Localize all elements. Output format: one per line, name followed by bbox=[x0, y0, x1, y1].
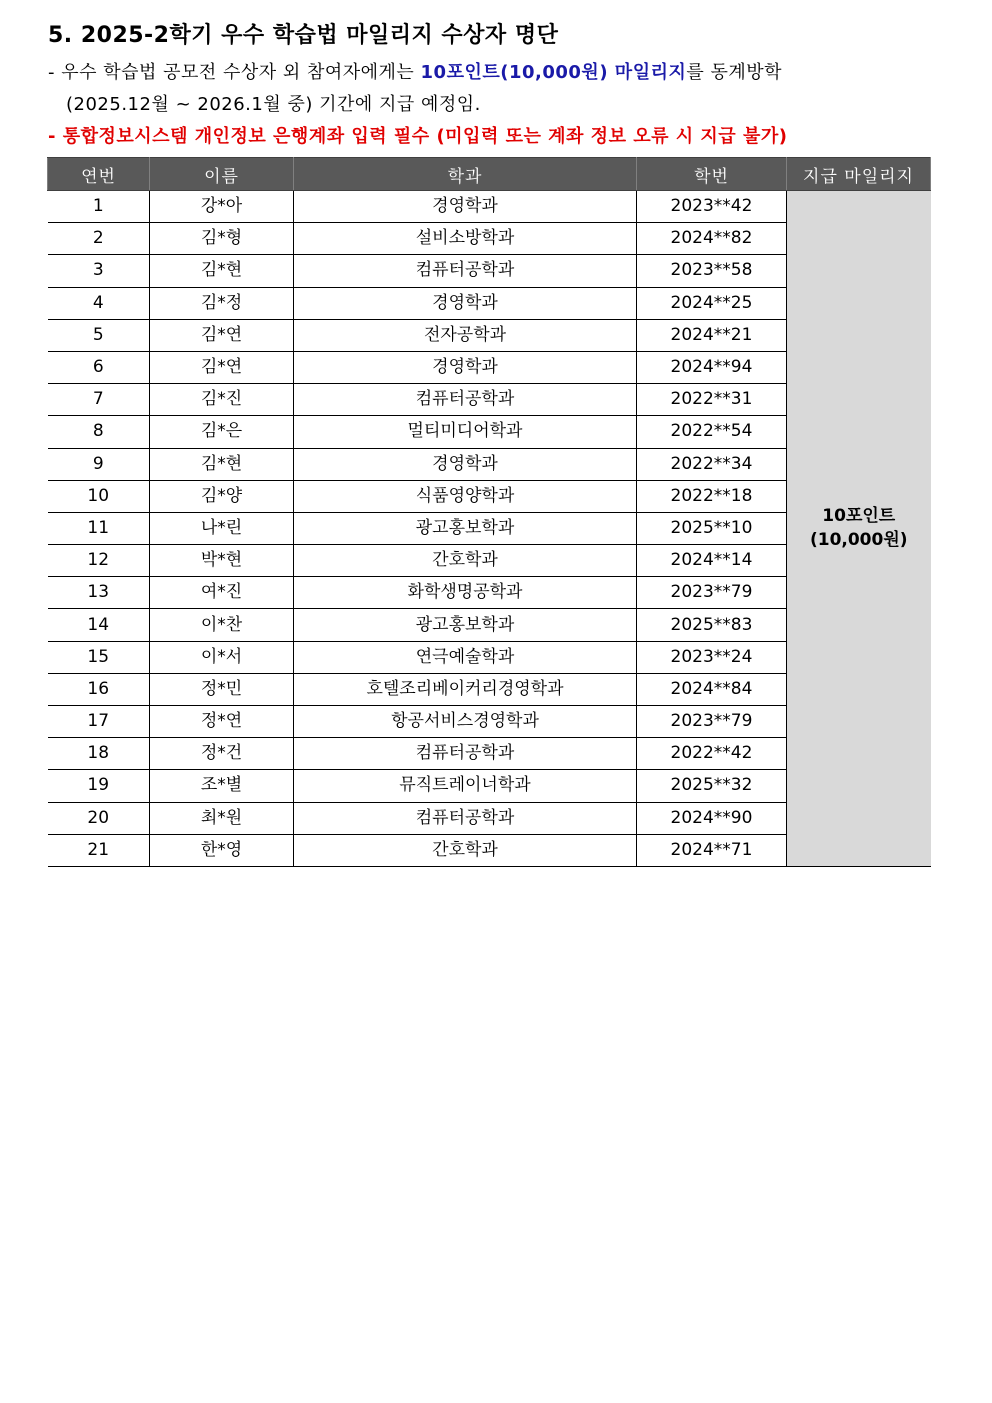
row-department: 간호학과 bbox=[294, 834, 637, 866]
row-index: 20 bbox=[48, 802, 150, 834]
row-index: 5 bbox=[48, 319, 150, 351]
header-mileage: 지급 마일리지 bbox=[787, 158, 931, 191]
row-index: 19 bbox=[48, 770, 150, 802]
row-department: 간호학과 bbox=[294, 545, 637, 577]
row-name: 김*진 bbox=[150, 384, 294, 416]
row-index: 15 bbox=[48, 641, 150, 673]
row-student-id: 2022**31 bbox=[637, 384, 787, 416]
row-department: 연극예술학과 bbox=[294, 641, 637, 673]
row-name: 이*서 bbox=[150, 641, 294, 673]
row-student-id: 2024**14 bbox=[637, 545, 787, 577]
table-body bbox=[48, 191, 931, 867]
row-department: 컴퓨터공학과 bbox=[294, 738, 637, 770]
row-name: 강*아 bbox=[150, 191, 294, 223]
row-name: 이*찬 bbox=[150, 609, 294, 641]
row-index: 14 bbox=[48, 609, 150, 641]
row-index: 3 bbox=[48, 255, 150, 287]
row-name: 여*진 bbox=[150, 577, 294, 609]
row-department: 경영학과 bbox=[294, 351, 637, 383]
row-index: 21 bbox=[48, 834, 150, 866]
row-student-id: 2023**79 bbox=[637, 706, 787, 738]
row-name: 김*연 bbox=[150, 319, 294, 351]
row-student-id: 2023**58 bbox=[637, 255, 787, 287]
mileage-points: 10포인트 bbox=[822, 505, 896, 526]
row-name: 조*별 bbox=[150, 770, 294, 802]
header-index: 연번 bbox=[48, 158, 150, 191]
row-index: 7 bbox=[48, 384, 150, 416]
row-student-id: 2022**42 bbox=[637, 738, 787, 770]
row-name: 김*현 bbox=[150, 448, 294, 480]
row-student-id: 2024**90 bbox=[637, 802, 787, 834]
row-name: 정*연 bbox=[150, 706, 294, 738]
row-department: 뮤직트레이너학과 bbox=[294, 770, 637, 802]
notice-mileage-prefix: - 우수 학습법 공모전 수상자 외 참여자에게는 bbox=[48, 62, 421, 83]
row-index: 13 bbox=[48, 577, 150, 609]
row-department: 설비소방학과 bbox=[294, 223, 637, 255]
row-name: 김*양 bbox=[150, 480, 294, 512]
row-student-id: 2023**42 bbox=[637, 191, 787, 223]
row-student-id: 2023**24 bbox=[637, 641, 787, 673]
notice-mileage-suffix: 를 동계방학 bbox=[686, 62, 783, 83]
row-index: 6 bbox=[48, 351, 150, 383]
row-department: 경영학과 bbox=[294, 287, 637, 319]
row-index: 17 bbox=[48, 706, 150, 738]
row-department: 경영학과 bbox=[294, 448, 637, 480]
row-student-id: 2024**25 bbox=[637, 287, 787, 319]
row-name: 김*은 bbox=[150, 416, 294, 448]
row-name: 김*형 bbox=[150, 223, 294, 255]
row-student-id: 2022**34 bbox=[637, 448, 787, 480]
row-department: 식품영양학과 bbox=[294, 480, 637, 512]
row-name: 김*현 bbox=[150, 255, 294, 287]
row-department: 광고홍보학과 bbox=[294, 512, 637, 544]
notice-period: (2025.12월 ~ 2026.1월 중) 기간에 지급 예정임. bbox=[66, 94, 481, 115]
row-name: 박*현 bbox=[150, 545, 294, 577]
mileage-amount-cell bbox=[787, 191, 931, 867]
row-student-id: 2024**94 bbox=[637, 351, 787, 383]
row-name: 정*민 bbox=[150, 673, 294, 705]
header-name: 이름 bbox=[150, 158, 294, 191]
header-student-id: 학번 bbox=[637, 158, 787, 191]
notice-mileage-highlight: 10포인트(10,000원) 마일리지 bbox=[420, 62, 687, 83]
row-student-id: 2022**18 bbox=[637, 480, 787, 512]
table-header-row bbox=[48, 158, 931, 191]
row-department: 경영학과 bbox=[294, 191, 637, 223]
row-index: 2 bbox=[48, 223, 150, 255]
row-department: 호텔조리베이커리경영학과 bbox=[294, 673, 637, 705]
mileage-won: (10,000원) bbox=[809, 530, 908, 551]
table-row bbox=[48, 191, 931, 223]
row-department: 항공서비스경영학과 bbox=[294, 706, 637, 738]
row-index: 9 bbox=[48, 448, 150, 480]
notice-warning: - 통합정보시스템 개인정보 은행계좌 입력 필수 (미입력 또는 계좌 정보 오류 시 지급 불가) bbox=[48, 126, 788, 147]
row-department: 광고홍보학과 bbox=[294, 609, 637, 641]
row-name: 김*정 bbox=[150, 287, 294, 319]
row-index: 16 bbox=[48, 673, 150, 705]
row-student-id: 2024**71 bbox=[637, 834, 787, 866]
row-department: 컴퓨터공학과 bbox=[294, 255, 637, 287]
page-title: 5. 2025-2학기 우수 학습법 마일리지 수상자 명단 bbox=[48, 23, 559, 48]
row-name: 정*건 bbox=[150, 738, 294, 770]
row-name: 나*린 bbox=[150, 512, 294, 544]
row-index: 12 bbox=[48, 545, 150, 577]
row-department: 멀티미디어학과 bbox=[294, 416, 637, 448]
row-student-id: 2025**10 bbox=[637, 512, 787, 544]
row-name: 최*원 bbox=[150, 802, 294, 834]
row-name: 김*연 bbox=[150, 351, 294, 383]
row-index: 8 bbox=[48, 416, 150, 448]
row-index: 10 bbox=[48, 480, 150, 512]
row-student-id: 2025**32 bbox=[637, 770, 787, 802]
winners-table bbox=[47, 157, 931, 867]
row-department: 화학생명공학과 bbox=[294, 577, 637, 609]
row-student-id: 2024**21 bbox=[637, 319, 787, 351]
header-department: 학과 bbox=[294, 158, 637, 191]
row-student-id: 2024**82 bbox=[637, 223, 787, 255]
row-index: 1 bbox=[48, 191, 150, 223]
row-student-id: 2023**79 bbox=[637, 577, 787, 609]
row-index: 18 bbox=[48, 738, 150, 770]
row-student-id: 2025**83 bbox=[637, 609, 787, 641]
row-department: 전자공학과 bbox=[294, 319, 637, 351]
notice-mileage bbox=[48, 58, 782, 84]
row-student-id: 2022**54 bbox=[637, 416, 787, 448]
row-index: 11 bbox=[48, 512, 150, 544]
row-index: 4 bbox=[48, 287, 150, 319]
row-department: 컴퓨터공학과 bbox=[294, 384, 637, 416]
row-name: 한*영 bbox=[150, 834, 294, 866]
row-student-id: 2024**84 bbox=[637, 673, 787, 705]
row-department: 컴퓨터공학과 bbox=[294, 802, 637, 834]
